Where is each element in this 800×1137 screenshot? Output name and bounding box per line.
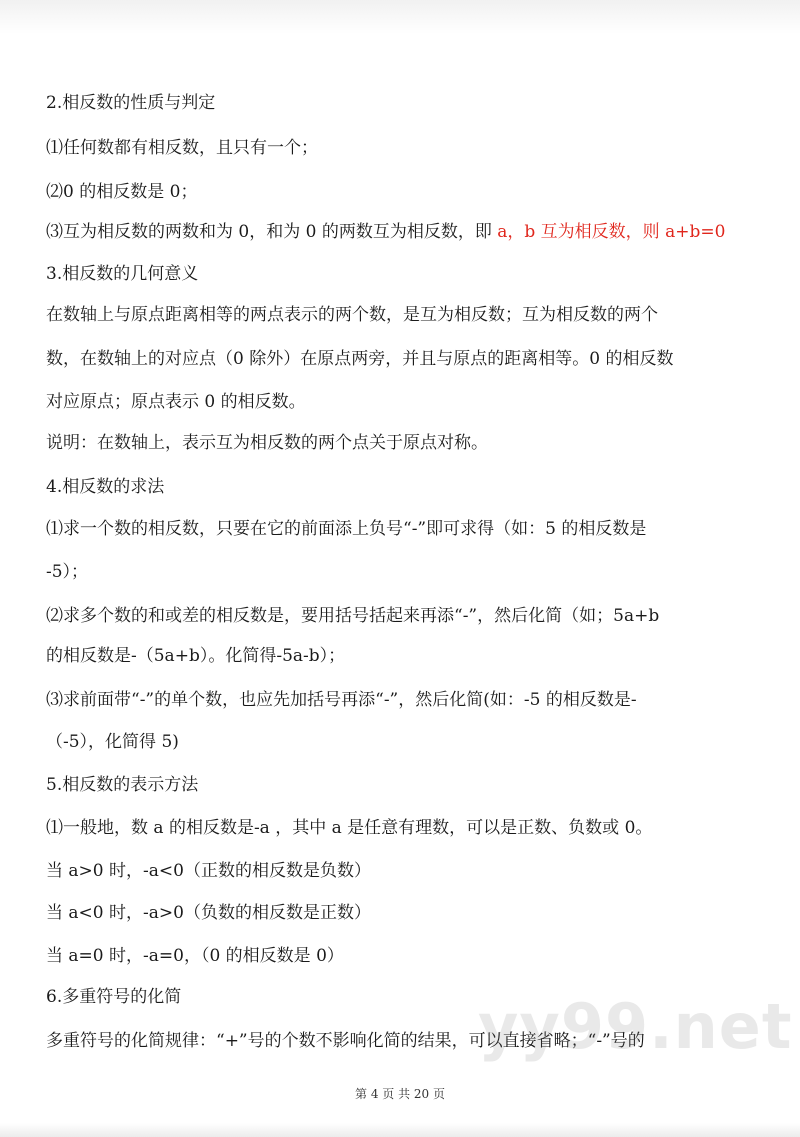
paragraph-4-2-line-2: 的相反数是-（5a+b）。化简得-5a-b）； <box>46 646 346 666</box>
top-edge-shadow <box>0 0 800 34</box>
heading-section-2: 2.相反数的性质与判定 <box>46 93 216 113</box>
paragraph-2-2: ⑵0 的相反数是 0； <box>46 182 198 202</box>
paragraph-5-2: 当 a>0 时，-a<0（正数的相反数是负数） <box>46 861 371 881</box>
paragraph-3-line-3: 对应原点；原点表示 0 的相反数。 <box>46 392 306 412</box>
paragraph-5-3: 当 a<0 时，-a>0（负数的相反数是正数） <box>46 903 371 923</box>
paragraph-4-1-line-1: ⑴求一个数的相反数，只要在它的前面添上负号“-”即可求得（如：5 的相反数是 <box>46 519 647 539</box>
paragraph-5-1: ⑴一般地，数 a 的相反数是-a ，其中 a 是任意有理数，可以是正数、负数或 0。 <box>46 818 653 838</box>
paragraph-5-4: 当 a=0 时，-a=0，（0 的相反数是 0） <box>46 946 344 966</box>
paragraph-4-2-line-1: ⑵求多个数的和或差的相反数是，要用括号括起来再添“-”，然后化简（如；5a+b <box>46 606 660 626</box>
bottom-edge-shadow <box>0 1123 800 1137</box>
paragraph-2-3 <box>46 221 758 243</box>
heading-section-6: 6.多重符号的化简 <box>46 987 182 1007</box>
heading-section-4: 4.相反数的求法 <box>46 477 165 497</box>
paragraph-4-1-line-2: -5）； <box>46 562 89 582</box>
paragraph-4-3-line-2: （-5），化简得 5) <box>46 732 179 752</box>
paragraph-6-1: 多重符号的化简规律：“+”号的个数不影响化简的结果，可以直接省略；“-”号的 <box>46 1031 645 1051</box>
paragraph-3-line-1 <box>46 304 758 326</box>
paragraph-2-3-text: ⑶互为相反数的两数和为 0，和为 0 的两数互为相反数，即 <box>46 222 498 242</box>
paragraph-4-3-line-1: ⑶求前面带“-”的单个数，也应先加括号再添“-”，然后化简(如：-5 的相反数是- <box>46 690 637 710</box>
paragraph-3-line-2: 数，在数轴上的对应点（0 除外）在原点两旁，并且与原点的距离相等。0 的相反数 <box>46 349 674 369</box>
paragraph-2-3-highlight: a，b 互为相反数，则 a+b=0 <box>497 222 726 242</box>
heading-section-5: 5.相反数的表示方法 <box>46 775 199 795</box>
heading-section-3: 3.相反数的几何意义 <box>46 264 199 284</box>
paragraph-3-line-1-text: 在数轴上与原点距离相等的两点表示的两个数，是互为相反数；互为相反数的两个 <box>46 305 658 325</box>
watermark: yy99.net <box>478 990 793 1063</box>
paragraph-2-1: ⑴任何数都有相反数，且只有一个； <box>46 138 318 158</box>
page-footer: 第 4 页 共 20 页 <box>355 1087 445 1101</box>
note-paragraph: 说明：在数轴上，表示互为相反数的两个点关于原点对称。 <box>46 433 488 453</box>
